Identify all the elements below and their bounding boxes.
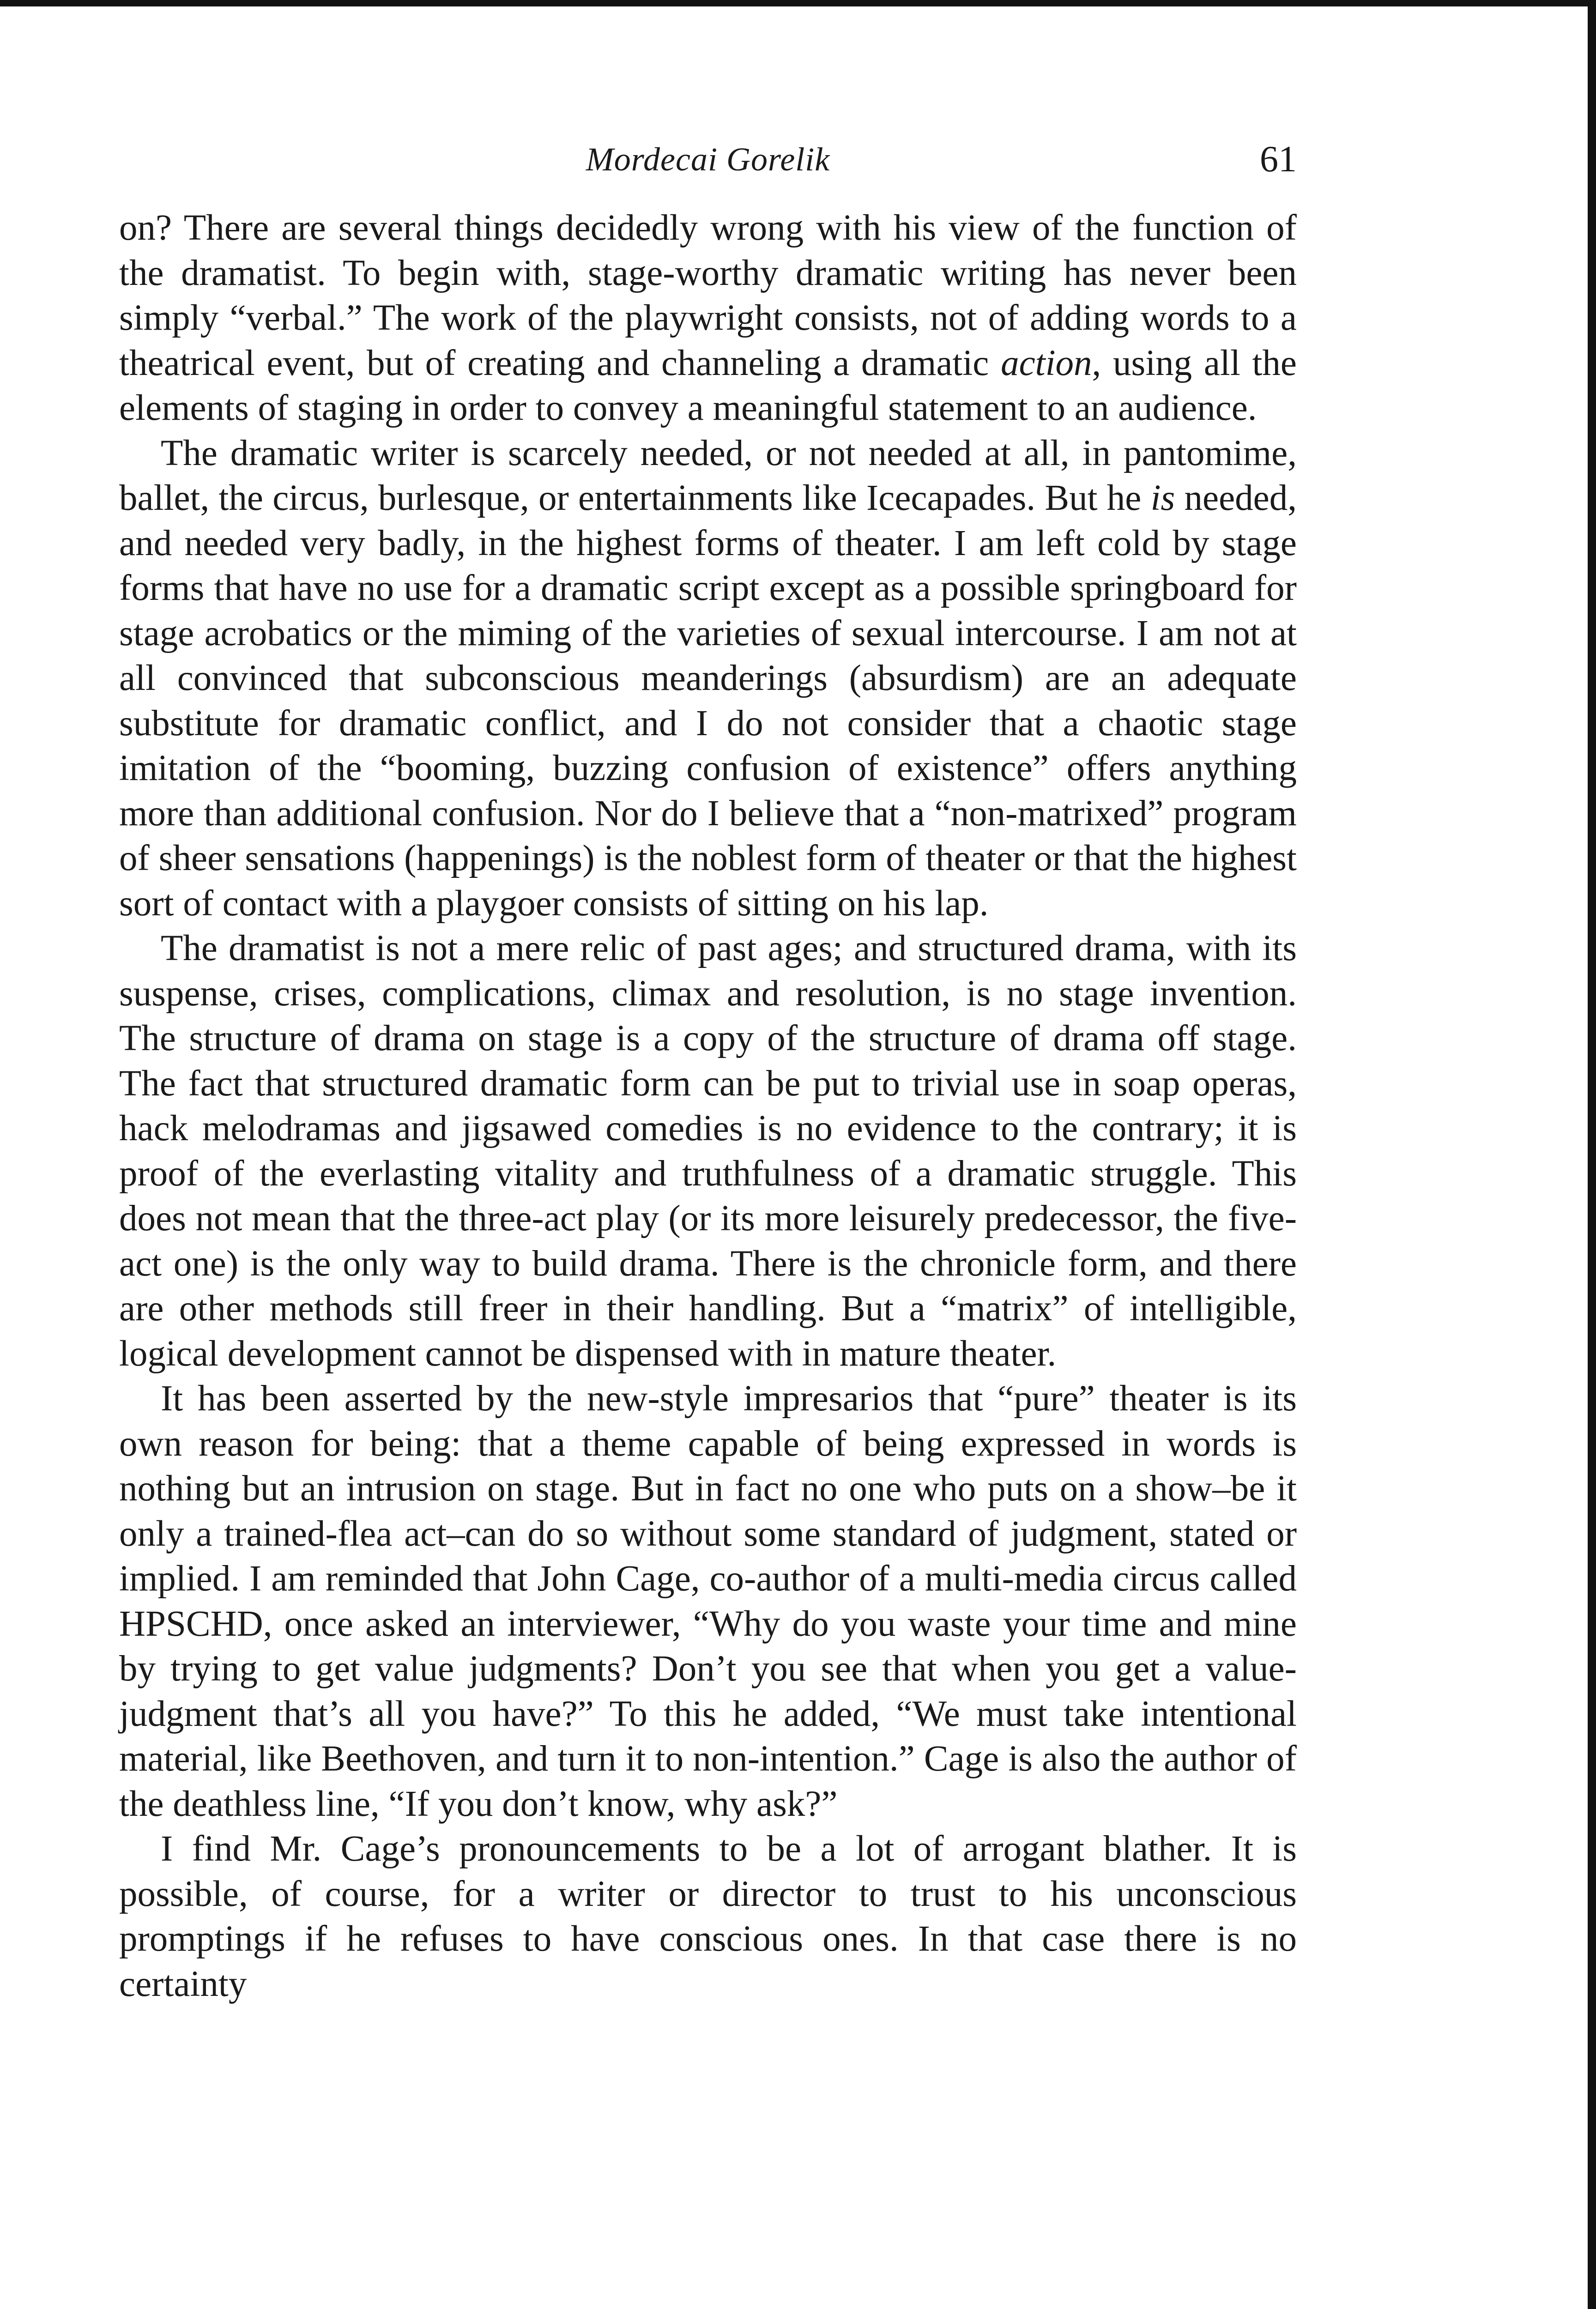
text-run: needed, and needed very badly, in the highest forms of theater. I am left cold by stage forms that have no use for a dramatic script except as a possible springboard for stage acrobatics or the miming of the varieties of sexual intercourse. I am not at all convinced that subconscious meanderings (absurdism) are an adequate substitute for dramatic conflict, and I do not consider that a chaotic stage imitation of the “booming, buzzing confusion of existence” offers anything more than additional confusion. Nor do I believe that a “non-matrixed” program of sheer sensations (happenings) is the noblest form of theater or that the highest sort of contact with a playgoer consists of sitting on his lap. (119, 478, 1297, 924)
page-number: 61 (1260, 139, 1297, 180)
body-text (119, 206, 1297, 2007)
text-run: The dramatist is not a mere relic of past ages; and structured drama, with its suspense, crises, complications, climax and resolution, is no stage invention. The structure of drama on stage is a copy of the structure of drama off stage. The fact that structured dramatic form can be put to trivial use in soap operas, hack melodramas and jigsawed comedies is no evidence to the contrary; it is proof of the everlasting vitality and truthfulness of a dramatic struggle. This does not mean that the three-act play (or its more leisurely predecessor, the five-act one) is the only way to build drama. There is the chronicle form, and there are other methods still freer in their handling. But a “matrix” of intelligible, logical development cannot be dispensed with in mature theater. (119, 928, 1297, 1374)
text-run: I find Mr. Cage’s pronouncements to be a lot of arrogant blather. It is possible, of course, for a writer or director to trust to his unconscious promptings if he refuses to have conscious ones. In that case there is no certainty (119, 1829, 1297, 2004)
emphasis-text: action (1001, 343, 1092, 383)
text-run: on? There are several things decidedly wrong with his view of the function of the dramatist. To begin with, stage-worthy dramatic writing has never been simply “verbal.” The work of the playwright consists, not of adding words to a theatrical event, but of creating and channeling a dramatic (119, 208, 1297, 383)
scan-border-top (0, 0, 1596, 6)
paragraph (119, 1376, 1297, 1826)
paragraph (119, 206, 1297, 431)
running-title: Mordecai Gorelik (586, 141, 830, 178)
paragraph (119, 926, 1297, 1376)
paragraph (119, 1826, 1297, 2007)
emphasis-text: is (1150, 478, 1175, 518)
text-run: The dramatic writer is scarcely needed, or not needed at all, in pantomime, ballet, the circus, burlesque, or entertainments like Icecapades. But he (119, 433, 1297, 518)
text-run: It has been asserted by the new-style impresarios that “pure” theater is its own reason for being: that a theme capable of being expressed in words is nothing but an intrusion on stage. But in fact no one who puts on a show–be it only a trained-flea act–can do so without some standard of judgment, stated or implied. I am reminded that John Cage, co-author of a multi-media circus called HPSCHD, once asked an interviewer, “Why do you waste your time and mine by trying to get value judgments? Don’t you see that when you get a value-judgment that’s all you have?” To this he added, “We must take intentional material, like Beethoven, and turn it to non-intention.” Cage is also the author of the deathless line, “If you don’t know, why ask?” (119, 1378, 1297, 1824)
paragraph (119, 431, 1297, 926)
running-header (119, 134, 1297, 185)
text-run: , using all the elements of staging in order to convey a meaningful statement to an audience. (119, 343, 1297, 428)
scan-border-right (1588, 0, 1596, 2309)
